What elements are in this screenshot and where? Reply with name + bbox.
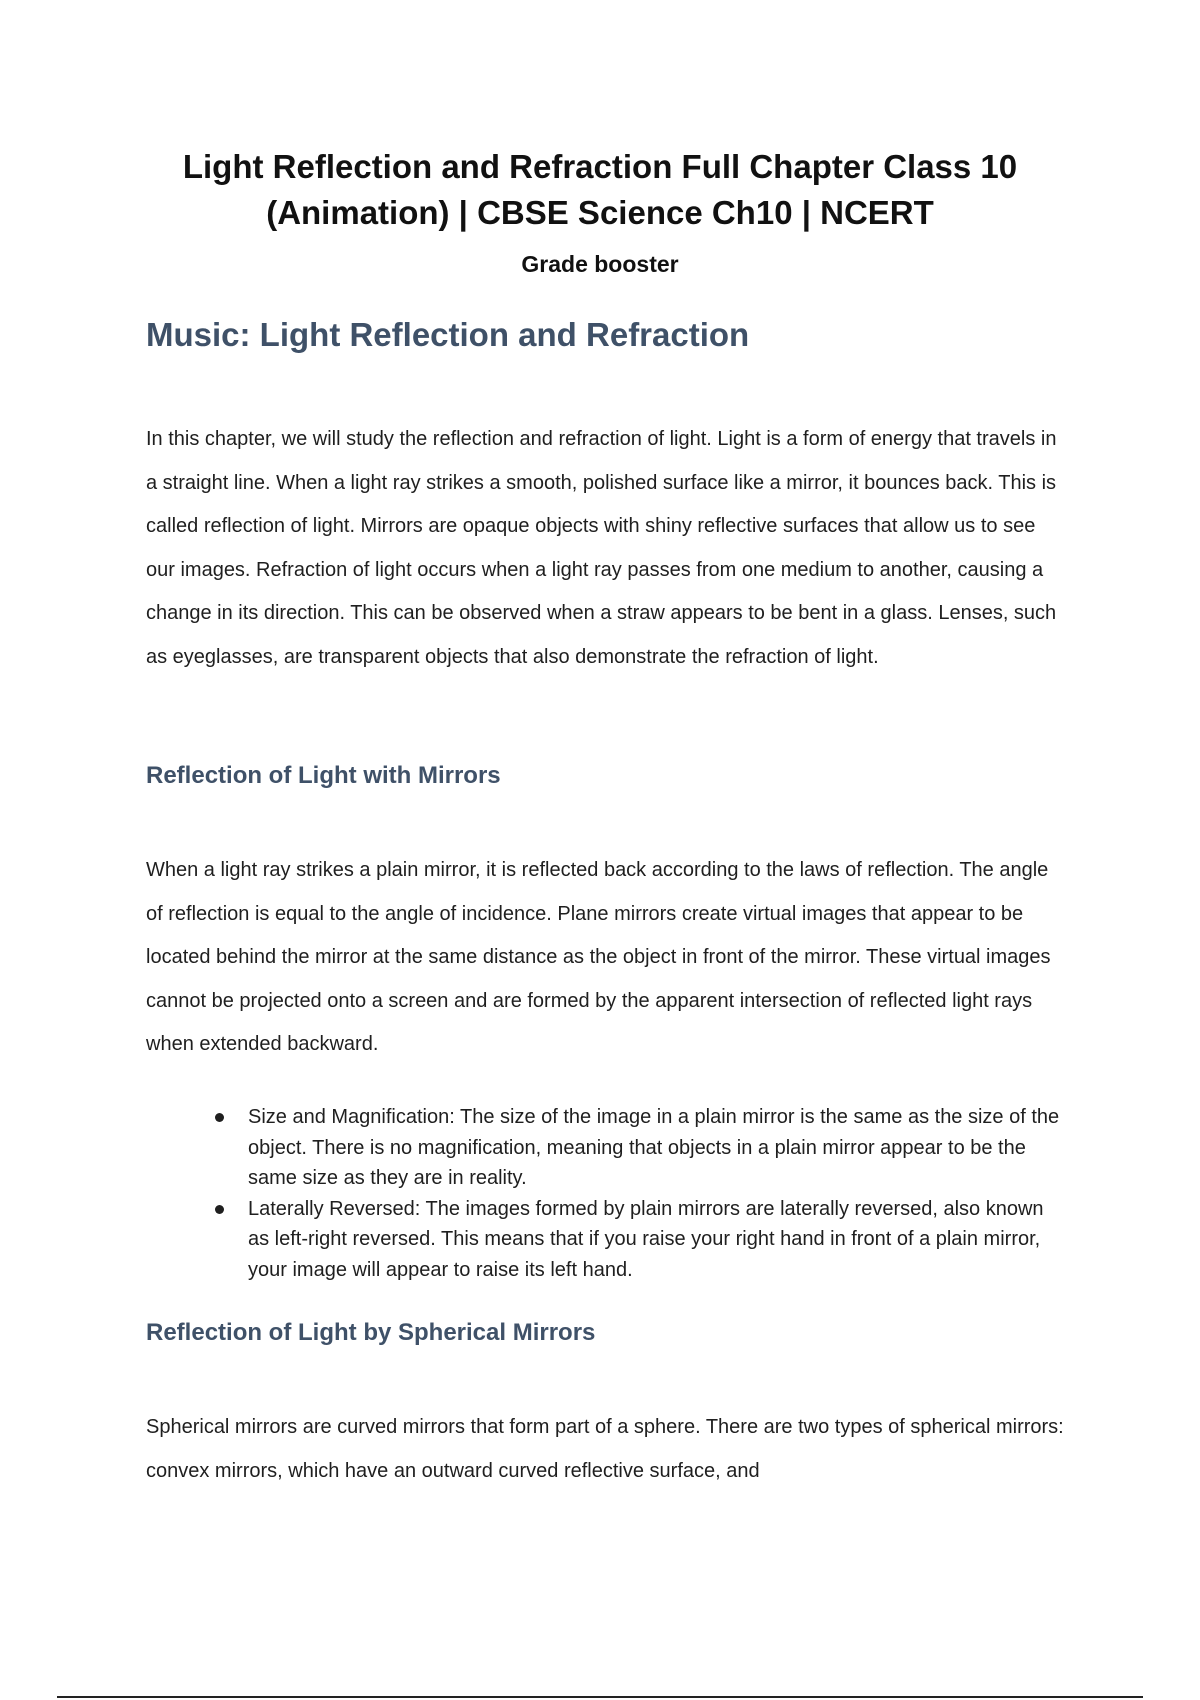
list-item: [210, 1194, 1060, 1286]
music-section-heading: Music: Light Reflection and Refraction: [146, 316, 750, 353]
list-item-text: Size and Magnification: The size of the image in a plain mirror is the same as the size of the object. There is no magnification, meaning that objects in a plain mirror appear to be the same size as they are in reality.: [248, 1106, 1060, 1189]
document-title: Light Reflection and Refraction Full Chapter Class 10 (Animation) | CBSE Science Ch10 | NCERT: [182, 148, 1018, 231]
music-section-paragraph: In this chapter, we will study the reflection and refraction of light. Light is a form of energy that travels in a straight line. When a light ray strikes a smooth, polished surface like a mirror, it bounces back. This is called reflection of light. Mirrors are opaque objects with shiny reflective surfaces that allow us to see our images. Refraction of light occurs when a light ray passes from one medium to another, causing a change in its direction. This can be observed when a straw appears to be bent in a glass. Lenses, such as eyeglasses, are transparent objects that also demonstrate the refraction of light.: [146, 428, 1057, 668]
spherical-section-heading: Reflection of Light by Spherical Mirrors: [146, 1319, 596, 1346]
list-item-text: Laterally Reversed: The images formed by plain mirrors are laterally reversed, also known as left-right reversed. This means that if you raise your right hand in front of a plain mirror, your image will appear to raise its left hand.: [248, 1197, 1044, 1281]
spherical-section-paragraph: Spherical mirrors are curved mirrors that form part of a sphere. There are two types of spherical mirrors: convex mirrors, which have an outward curved reflective surface, and: [146, 1416, 1064, 1482]
mirror-properties-list: [210, 1102, 1060, 1285]
page-bottom-rule: [57, 1696, 1143, 1698]
mirrors-section-paragraph: When a light ray strikes a plain mirror, it is reflected back according to the laws of reflection. The angle of reflection is equal to the angle of incidence. Plane mirrors create virtual images that appear to be located behind the mirror at the same distance as the object in front of the mirror. These virtual images cannot be projected onto a screen and are formed by the apparent intersection of reflected light rays when extended backward.: [146, 859, 1051, 1055]
mirrors-section-heading: Reflection of Light with Mirrors: [146, 762, 501, 789]
bullet-icon: [215, 1113, 224, 1122]
bullet-icon: [215, 1205, 224, 1214]
document-subtitle: Grade booster: [521, 251, 679, 277]
list-item: [210, 1102, 1060, 1194]
